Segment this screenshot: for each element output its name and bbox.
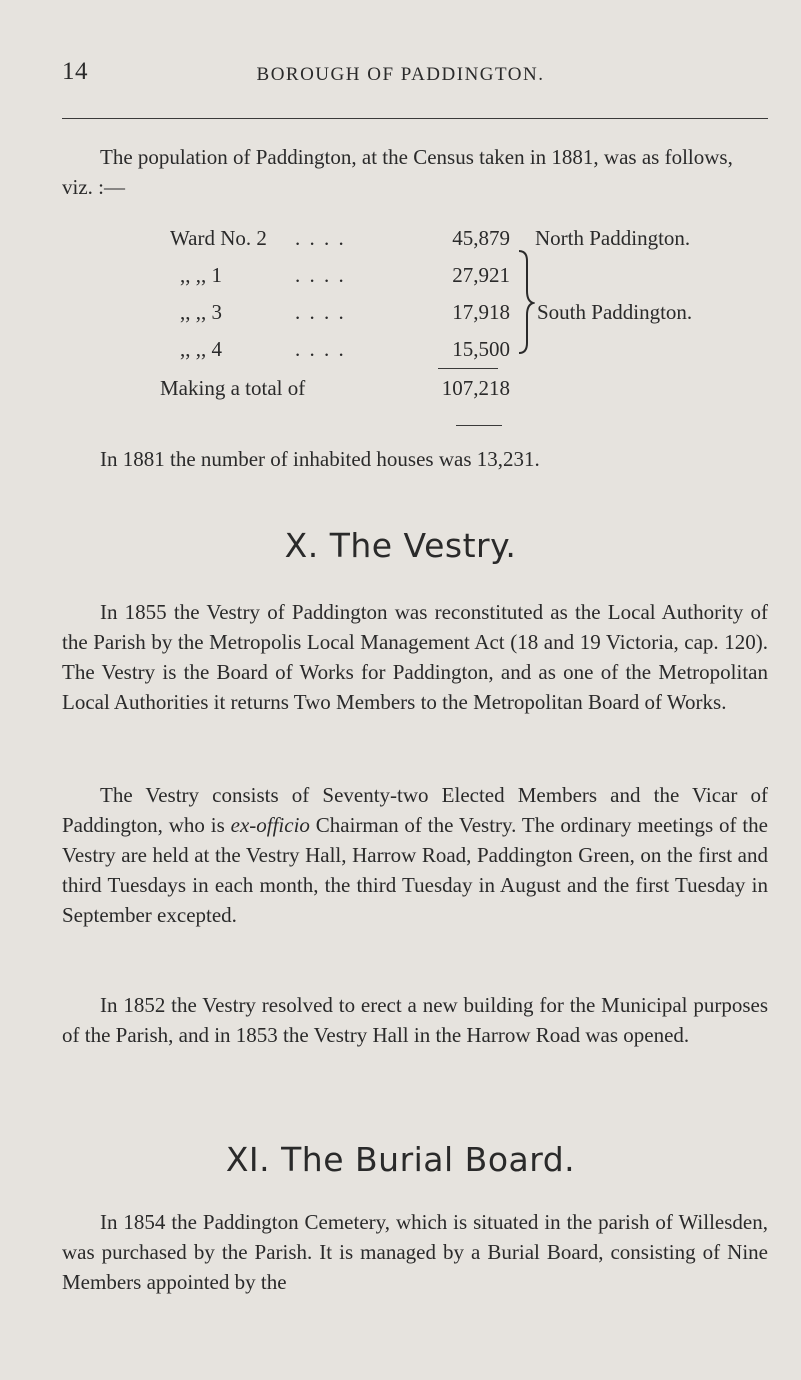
south-paddington-label: South Paddington. [537, 300, 693, 324]
total-rule-bottom [456, 425, 502, 426]
north-paddington-label: North Paddington. [535, 226, 691, 250]
census-row [0, 226, 801, 256]
ward-population: 15,500 [452, 337, 510, 361]
total-population: 107,218 [441, 376, 510, 400]
census-intro: The population of Paddington, at the Census taken in 1881, was as follows, viz. :— [62, 145, 733, 199]
vestry-p2-italic: ex-officio [230, 813, 310, 837]
ward-label: Ward No. 2 [170, 226, 267, 250]
vestry-p2-text-cont: Chairman of the Vestry. The ordinary meetings of the Vestry are held at the Vestry Hall, Harrow Road, Paddington Green, on the first and third Tuesdays in each month, the third Tuesday in August and the first Tuesday in September excepted. [62, 813, 768, 927]
section-title-burial-board: XI. The Burial Board. [225, 1140, 576, 1179]
inhabited-houses: In 1881 the number of inhabited houses was 13,231. [100, 447, 540, 471]
ward-population: 45,879 [452, 226, 510, 250]
ward-label: ,, ,, 3 [180, 300, 222, 324]
vestry-paragraph-2 [62, 780, 768, 930]
vestry-p2-text: The Vestry consists of Seventy-two Elected Members and the Vicar of Paddington, who is [62, 783, 768, 837]
ward-dots: . . . . [295, 337, 346, 361]
ward-population: 17,918 [452, 300, 510, 324]
page-number: 14 [62, 58, 88, 85]
ward-label: ,, ,, 1 [180, 263, 222, 287]
vestry-paragraph-3: In 1852 the Vestry resolved to erect a new building for the Municipal purposes of the Parish, and in 1853 the Vestry Hall in the Harrow Road was opened. [62, 993, 768, 1047]
total-label: Making a total of [160, 376, 306, 400]
census-row [0, 300, 801, 330]
total-rule [438, 368, 498, 369]
running-head: BOROUGH OF PADDINGTON. [256, 64, 545, 85]
census-total-row [160, 376, 305, 401]
census-table [0, 222, 801, 382]
burial-paragraph-1: In 1854 the Paddington Cemetery, which is situated in the parish of Willesden, was purchased by the Parish. It is managed by a Burial Board, consisting of Nine Members appointed by the [62, 1210, 768, 1294]
census-row [0, 263, 801, 293]
census-row [0, 337, 801, 367]
ward-dots: . . . . [295, 226, 346, 250]
section-title-vestry: X. The Vestry. [284, 526, 517, 565]
ward-dots: . . . . [295, 300, 346, 324]
header-rule [62, 118, 768, 119]
ward-label: ,, ,, 4 [180, 337, 222, 361]
ward-population: 27,921 [452, 263, 510, 287]
vestry-paragraph-1: In 1855 the Vestry of Paddington was reconstituted as the Local Authority of the Parish by the Metropolis Local Management Act (18 and 19 Victoria, cap. 120). The Vestry is the Board of Works for Paddington, and as one of the Metropolitan Local Authorities it returns Two Members to the Metropolitan Board of Works. [62, 600, 768, 714]
ward-dots: . . . . [295, 263, 346, 287]
south-paddington-brace [513, 247, 535, 357]
